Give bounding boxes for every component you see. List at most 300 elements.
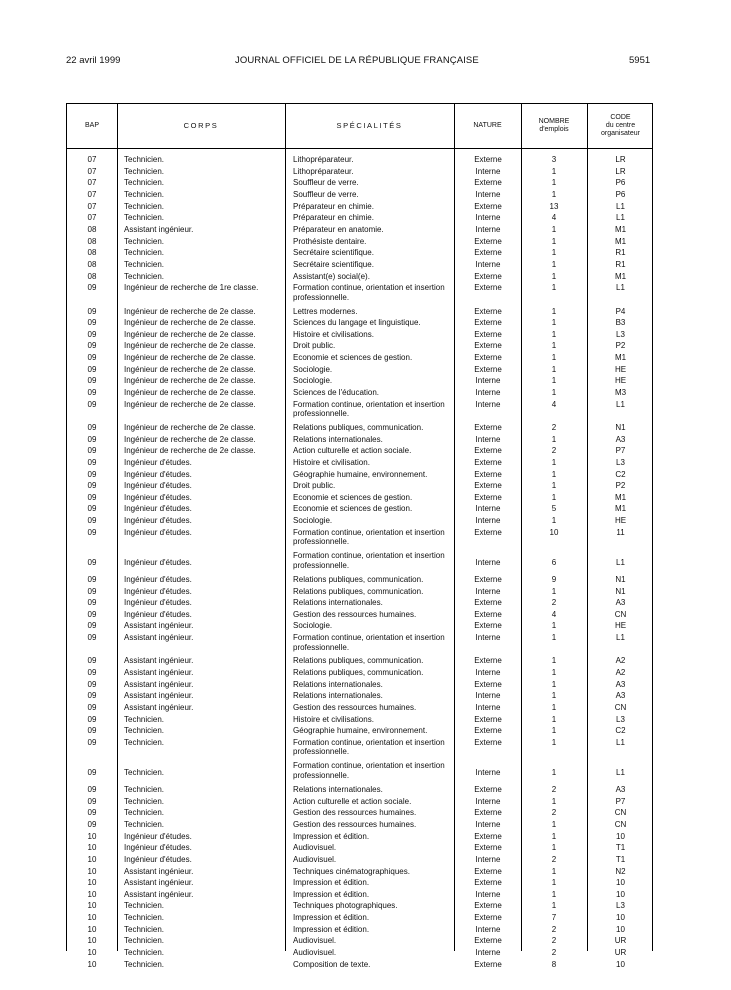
corps-cell: Assistant ingénieur. <box>124 889 194 899</box>
nombre-cell: 1 <box>551 341 557 351</box>
specialite-cell: Histoire et civilisations. <box>293 714 374 724</box>
table-row <box>67 632 654 655</box>
specialite-cell: Lithopréparateur. <box>293 155 354 165</box>
corps-cell: Technicien. <box>124 259 165 269</box>
code-cell: 10 <box>616 913 625 923</box>
table-row <box>67 912 654 924</box>
specialite-cell: Préparateur en chimie. <box>293 201 374 211</box>
nombre-cell: 1 <box>551 516 557 526</box>
corps-cell: Ingénieur d'études. <box>124 527 192 537</box>
table-row <box>67 702 654 714</box>
table-row <box>67 924 654 936</box>
nombre-cell: 1 <box>551 364 557 374</box>
nombre-cell: 1 <box>551 283 557 293</box>
corps-cell: Technicien. <box>124 190 165 200</box>
code-cell: HE <box>614 516 627 526</box>
corps-cell: Technicien. <box>124 936 165 946</box>
code-cell: HE <box>614 364 627 374</box>
corps-cell: Technicien. <box>124 166 165 176</box>
table-row <box>67 796 654 808</box>
col-header-nombre-line1: NOMBRE <box>538 118 570 125</box>
nombre-cell: 4 <box>551 609 557 619</box>
nombre-cell: 1 <box>551 271 557 281</box>
specialite-cell: Gestion des ressources humaines. <box>293 702 417 712</box>
nombre-cell: 2 <box>551 446 557 456</box>
specialite-cell: Formation continue, orientation et insertion professionnelle. <box>293 527 445 547</box>
nature-cell: Interne <box>475 190 501 200</box>
specialite-cell: Droit public. <box>293 341 336 351</box>
corps-cell: Ingénieur de recherche de 2e classe. <box>124 376 256 386</box>
nature-cell: Externe <box>474 341 502 351</box>
nature-cell: Externe <box>474 878 502 888</box>
specialite-cell: Composition de texte. <box>293 959 371 969</box>
bap-cell: 08 <box>87 271 97 281</box>
nature-cell: Interne <box>475 557 501 567</box>
corps-cell: Technicien. <box>124 767 165 777</box>
code-cell: L3 <box>616 457 625 467</box>
nature-cell: Interne <box>475 388 501 398</box>
nombre-cell: 1 <box>551 866 557 876</box>
nature-cell: Externe <box>474 913 502 923</box>
corps-cell: Ingénieur de recherche de 2e classe. <box>124 399 256 409</box>
nombre-cell: 1 <box>551 668 557 678</box>
nature-cell: Interne <box>475 691 501 701</box>
corps-cell: Ingénieur de recherche de 2e classe. <box>124 422 256 432</box>
recruitment-table <box>66 103 653 969</box>
corps-cell: Technicien. <box>124 714 165 724</box>
specialite-cell: Géographie humaine, environnement. <box>293 726 428 736</box>
bap-cell: 09 <box>87 422 97 432</box>
corps-cell: Ingénieur d'études. <box>124 504 192 514</box>
bap-cell: 09 <box>87 481 97 491</box>
nature-cell: Externe <box>474 621 502 631</box>
bap-cell: 10 <box>87 889 97 899</box>
nature-cell: Externe <box>474 201 502 211</box>
specialite-cell: Formation continue, orientation et insertion professionnelle. <box>293 399 445 419</box>
specialite-cell: Relations internationales. <box>293 679 383 689</box>
code-cell: CN <box>614 808 627 818</box>
table-row <box>67 713 654 725</box>
bap-cell: 09 <box>87 656 97 666</box>
specialite-cell: Histoire et civilisation. <box>293 457 370 467</box>
specialite-cell: Techniques photographiques. <box>293 901 398 911</box>
col-header-bap: BAP <box>84 122 99 129</box>
table-row <box>67 585 654 597</box>
nature-cell: Externe <box>474 726 502 736</box>
nature-cell: Interne <box>475 796 501 806</box>
nombre-cell: 2 <box>551 924 557 934</box>
nombre-cell: 1 <box>551 166 557 176</box>
nature-cell: Interne <box>475 586 501 596</box>
nombre-cell: 1 <box>551 889 557 899</box>
nombre-cell: 3 <box>551 155 557 165</box>
nombre-cell: 7 <box>551 913 557 923</box>
code-cell: R1 <box>615 248 626 258</box>
nombre-cell: 1 <box>551 737 557 747</box>
nombre-cell: 1 <box>551 388 557 398</box>
specialite-cell: Secrétaire scientifique. <box>293 248 374 258</box>
bap-cell: 07 <box>87 155 97 165</box>
corps-cell: Ingénieur de recherche de 2e classe. <box>124 306 256 316</box>
table-row <box>67 177 654 189</box>
col-header-code <box>587 104 654 148</box>
nature-cell: Interne <box>475 819 501 829</box>
specialite-cell: Impression et édition. <box>293 924 370 934</box>
bap-cell: 09 <box>87 457 97 467</box>
code-cell: M1 <box>614 504 627 514</box>
nombre-cell: 1 <box>551 225 557 235</box>
table-row <box>67 854 654 866</box>
corps-cell: Ingénieur de recherche de 2e classe. <box>124 329 256 339</box>
nature-cell: Interne <box>475 889 501 899</box>
table-row <box>67 842 654 854</box>
specialite-cell: Prothésiste dentaire. <box>293 236 367 246</box>
corps-cell: Technicien. <box>124 819 165 829</box>
specialite-cell: Formation continue, orientation et insertion professionnelle. <box>293 633 445 652</box>
nombre-cell: 2 <box>551 854 557 864</box>
nature-cell: Externe <box>474 318 502 328</box>
bap-cell: 09 <box>87 586 97 596</box>
code-cell: P7 <box>615 796 626 806</box>
corps-cell: Assistant ingénieur. <box>124 225 194 235</box>
code-cell: CN <box>614 702 627 712</box>
specialite-cell: Economie et sciences de gestion. <box>293 353 413 363</box>
bap-cell: 09 <box>87 598 97 608</box>
specialite-cell: Relations publiques, communication. <box>293 668 424 678</box>
nature-cell: Externe <box>474 901 502 911</box>
code-cell: P6 <box>615 178 626 188</box>
bap-cell: 09 <box>87 388 97 398</box>
nature-cell: Externe <box>474 329 502 339</box>
code-cell: P6 <box>615 190 626 200</box>
nature-cell: Externe <box>474 178 502 188</box>
nombre-cell: 1 <box>551 691 557 701</box>
table-row <box>67 609 654 621</box>
table-row <box>67 877 654 889</box>
table-row <box>67 620 654 632</box>
table-row <box>67 527 654 550</box>
code-cell: LR <box>615 155 626 165</box>
code-cell: A3 <box>615 679 626 689</box>
nature-cell: Interne <box>475 924 501 934</box>
table-row <box>67 398 654 421</box>
table-row <box>67 189 654 201</box>
nombre-cell: 1 <box>551 656 557 666</box>
nature-cell: Interne <box>475 213 501 223</box>
table-row <box>67 807 654 819</box>
bap-cell: 09 <box>87 306 97 316</box>
nature-cell: Interne <box>475 504 501 514</box>
nombre-cell: 1 <box>551 586 557 596</box>
code-cell: C2 <box>615 469 626 479</box>
nombre-cell: 1 <box>551 819 557 829</box>
nombre-cell: 1 <box>551 633 557 643</box>
code-cell: L3 <box>616 329 625 339</box>
nature-cell: Externe <box>474 527 502 537</box>
nombre-cell: 1 <box>551 469 557 479</box>
corps-cell: Technicien. <box>124 808 165 818</box>
specialite-cell: Relations internationales. <box>293 434 383 444</box>
bap-cell: 07 <box>87 213 97 223</box>
nature-cell: Externe <box>474 679 502 689</box>
specialite-cell: Audiovisuel. <box>293 948 337 958</box>
code-cell: CN <box>614 819 627 829</box>
specialite-cell: Souffleur de verre. <box>293 190 359 200</box>
page-header <box>0 55 731 69</box>
header-page-number: 5951 <box>629 55 651 66</box>
code-cell: 10 <box>616 831 625 841</box>
code-cell: L1 <box>616 213 625 223</box>
code-cell: T1 <box>615 843 626 853</box>
bap-cell: 07 <box>87 178 97 188</box>
table-row <box>67 305 654 317</box>
specialite-cell: Audiovisuel. <box>293 854 337 864</box>
nombre-cell: 2 <box>551 785 557 795</box>
nombre-cell: 1 <box>551 767 557 777</box>
specialite-cell: Economie et sciences de gestion. <box>293 504 413 514</box>
code-cell: M1 <box>614 353 627 363</box>
nature-cell: Externe <box>474 714 502 724</box>
table-row <box>67 784 654 796</box>
bap-cell: 09 <box>87 434 97 444</box>
table-row <box>67 270 654 282</box>
nombre-cell: 1 <box>551 481 557 491</box>
bap-cell: 07 <box>87 166 97 176</box>
code-cell: 11 <box>616 527 625 537</box>
corps-cell: Ingénieur de recherche de 2e classe. <box>124 364 256 374</box>
code-cell: M1 <box>614 492 627 502</box>
corps-cell: Assistant ingénieur. <box>124 621 194 631</box>
specialite-cell: Formation continue, orientation et insertion professionnelle. <box>293 737 445 757</box>
nature-cell: Externe <box>474 831 502 841</box>
corps-cell: Ingénieur d'études. <box>124 843 192 853</box>
bap-cell: 09 <box>87 633 97 643</box>
corps-cell: Ingénieur de recherche de 2e classe. <box>124 353 256 363</box>
table-row <box>67 830 654 842</box>
bap-cell: 09 <box>87 527 97 537</box>
code-cell: T1 <box>615 854 626 864</box>
table-row <box>67 725 654 737</box>
nombre-cell: 1 <box>551 259 557 269</box>
bap-cell: 09 <box>87 516 97 526</box>
nature-cell: Interne <box>475 434 501 444</box>
code-cell: 10 <box>616 878 625 888</box>
nombre-cell: 1 <box>551 901 557 911</box>
bap-cell: 10 <box>87 901 97 911</box>
col-header-code-line3: organisateur <box>601 130 640 137</box>
table-row <box>67 503 654 515</box>
specialite-cell: Sciences de l'éducation. <box>293 388 380 398</box>
bap-cell: 09 <box>87 726 97 736</box>
bap-cell: 10 <box>87 854 97 864</box>
corps-cell: Technicien. <box>124 248 165 258</box>
corps-cell: Ingénieur d'études. <box>124 598 192 608</box>
code-cell: UR <box>614 936 627 946</box>
header-title: JOURNAL OFFICIEL DE LA RÉPUBLIQUE FRANÇAISE <box>235 55 479 66</box>
nature-cell: Externe <box>474 737 502 747</box>
specialite-cell: Impression et édition. <box>293 831 370 841</box>
nature-cell: Interne <box>475 948 501 958</box>
code-cell: L1 <box>616 767 625 777</box>
specialite-cell: Sociologie. <box>293 364 333 374</box>
nature-cell: Externe <box>474 609 502 619</box>
code-cell: L3 <box>616 714 625 724</box>
nature-cell: Interne <box>475 259 501 269</box>
table-row <box>67 457 654 469</box>
table-row <box>67 760 654 784</box>
corps-cell: Ingénieur de recherche de 2e classe. <box>124 341 256 351</box>
corps-cell: Ingénieur de recherche de 1re classe. <box>124 283 259 293</box>
specialite-cell: Relations publiques, communication. <box>293 422 424 432</box>
nombre-cell: 4 <box>551 213 557 223</box>
bap-cell: 09 <box>87 609 97 619</box>
nature-cell: Externe <box>474 469 502 479</box>
nombre-cell: 5 <box>551 504 557 514</box>
nombre-cell: 1 <box>551 492 557 502</box>
specialite-cell: Impression et édition. <box>293 878 370 888</box>
nombre-cell: 1 <box>551 329 557 339</box>
bap-cell: 09 <box>87 621 97 631</box>
corps-cell: Assistant ingénieur. <box>124 702 194 712</box>
code-cell: P7 <box>615 446 626 456</box>
corps-cell: Technicien. <box>124 213 165 223</box>
specialite-cell: Impression et édition. <box>293 889 370 899</box>
code-cell: R1 <box>615 259 626 269</box>
specialite-cell: Relations internationales. <box>293 691 383 701</box>
specialite-cell: Préparateur en chimie. <box>293 213 374 223</box>
bap-cell: 09 <box>87 714 97 724</box>
bap-cell: 10 <box>87 831 97 841</box>
table-row <box>67 492 654 504</box>
header-rule <box>67 148 652 149</box>
code-cell: M1 <box>614 236 627 246</box>
corps-cell: Ingénieur d'études. <box>124 557 192 567</box>
bap-cell: 09 <box>87 767 97 777</box>
corps-cell: Technicien. <box>124 271 165 281</box>
corps-cell: Technicien. <box>124 201 165 211</box>
nombre-cell: 1 <box>551 831 557 841</box>
code-cell: P2 <box>615 341 626 351</box>
corps-cell: Ingénieur de recherche de 2e classe. <box>124 318 256 328</box>
corps-cell: Assistant ingénieur. <box>124 878 194 888</box>
header-date: 22 avril 1999 <box>66 55 121 66</box>
nombre-cell: 1 <box>551 318 557 328</box>
table-row <box>67 166 654 178</box>
corps-cell: Technicien. <box>124 737 165 747</box>
specialite-cell: Action culturelle et action sociale. <box>293 446 412 456</box>
table-row <box>67 597 654 609</box>
nature-cell: Externe <box>474 236 502 246</box>
specialite-cell: Gestion des ressources humaines. <box>293 609 417 619</box>
table-row <box>67 224 654 236</box>
specialite-cell: Audiovisuel. <box>293 843 337 853</box>
col-header-nombre-line2: d'emplois <box>539 126 569 133</box>
table-row <box>67 468 654 480</box>
corps-cell: Ingénieur d'études. <box>124 516 192 526</box>
corps-cell: Ingénieur d'études. <box>124 586 192 596</box>
nature-cell: Externe <box>474 364 502 374</box>
code-cell: HE <box>614 621 627 631</box>
bap-cell: 09 <box>87 504 97 514</box>
corps-cell: Assistant ingénieur. <box>124 633 194 643</box>
corps-cell: Technicien. <box>124 236 165 246</box>
table-row <box>67 375 654 387</box>
corps-cell: Ingénieur d'études. <box>124 481 192 491</box>
specialite-cell: Lithopréparateur. <box>293 166 354 176</box>
corps-cell: Assistant ingénieur. <box>124 679 194 689</box>
table-row <box>67 865 654 877</box>
nombre-cell: 4 <box>551 399 557 409</box>
nature-cell: Externe <box>474 785 502 795</box>
nature-cell: Interne <box>475 702 501 712</box>
table-row <box>67 958 654 970</box>
specialite-cell: Impression et édition. <box>293 913 370 923</box>
nombre-cell: 1 <box>551 353 557 363</box>
specialite-cell: Gestion des ressources humaines. <box>293 808 417 818</box>
nature-cell: Externe <box>474 248 502 258</box>
table-row <box>67 947 654 959</box>
specialite-cell: Relations publiques, communication. <box>293 574 424 584</box>
code-cell: L3 <box>616 901 625 911</box>
nombre-cell: 1 <box>551 248 557 258</box>
table-row <box>67 235 654 247</box>
bap-cell: 08 <box>87 248 97 258</box>
specialite-cell: Histoire et civilisations. <box>293 329 374 339</box>
specialite-cell: Gestion des ressources humaines. <box>293 819 417 829</box>
table-row <box>67 247 654 259</box>
corps-cell: Ingénieur d'études. <box>124 457 192 467</box>
nombre-cell: 8 <box>551 959 557 969</box>
bap-cell: 09 <box>87 469 97 479</box>
table-row <box>67 340 654 352</box>
code-cell: L1 <box>616 633 625 643</box>
corps-cell: Assistant ingénieur. <box>124 866 194 876</box>
code-cell: M1 <box>614 225 627 235</box>
nature-cell: Externe <box>474 843 502 853</box>
nombre-cell: 6 <box>551 557 557 567</box>
bap-cell: 09 <box>87 796 97 806</box>
bap-cell: 09 <box>87 691 97 701</box>
nature-cell: Externe <box>474 598 502 608</box>
code-cell: A3 <box>615 785 626 795</box>
specialite-cell: Techniques cinématographiques. <box>293 866 410 876</box>
table-row <box>67 212 654 224</box>
nature-cell: Externe <box>474 492 502 502</box>
nature-cell: Externe <box>474 155 502 165</box>
nombre-cell: 1 <box>551 306 557 316</box>
corps-cell: Technicien. <box>124 726 165 736</box>
code-cell: CN <box>614 609 627 619</box>
table-row <box>67 282 654 305</box>
corps-cell: Ingénieur d'études. <box>124 831 192 841</box>
bap-cell: 09 <box>87 492 97 502</box>
specialite-cell: Sociologie. <box>293 621 333 631</box>
nature-cell: Externe <box>474 574 502 584</box>
specialite-cell: Préparateur en anatomie. <box>293 225 384 235</box>
col-header-code-line1: CODE <box>610 114 631 121</box>
nombre-cell: 1 <box>551 236 557 246</box>
specialite-cell: Formation continue, orientation et insertion professionnelle. <box>293 283 445 302</box>
corps-cell: Technicien. <box>124 796 165 806</box>
code-cell: P2 <box>615 481 626 491</box>
nombre-cell: 1 <box>551 178 557 188</box>
bap-cell: 09 <box>87 574 97 584</box>
table-row <box>67 574 654 586</box>
table-row <box>67 387 654 399</box>
bap-cell: 07 <box>87 201 97 211</box>
col-header-nature: NATURE <box>473 122 502 129</box>
code-cell: UR <box>614 948 627 958</box>
